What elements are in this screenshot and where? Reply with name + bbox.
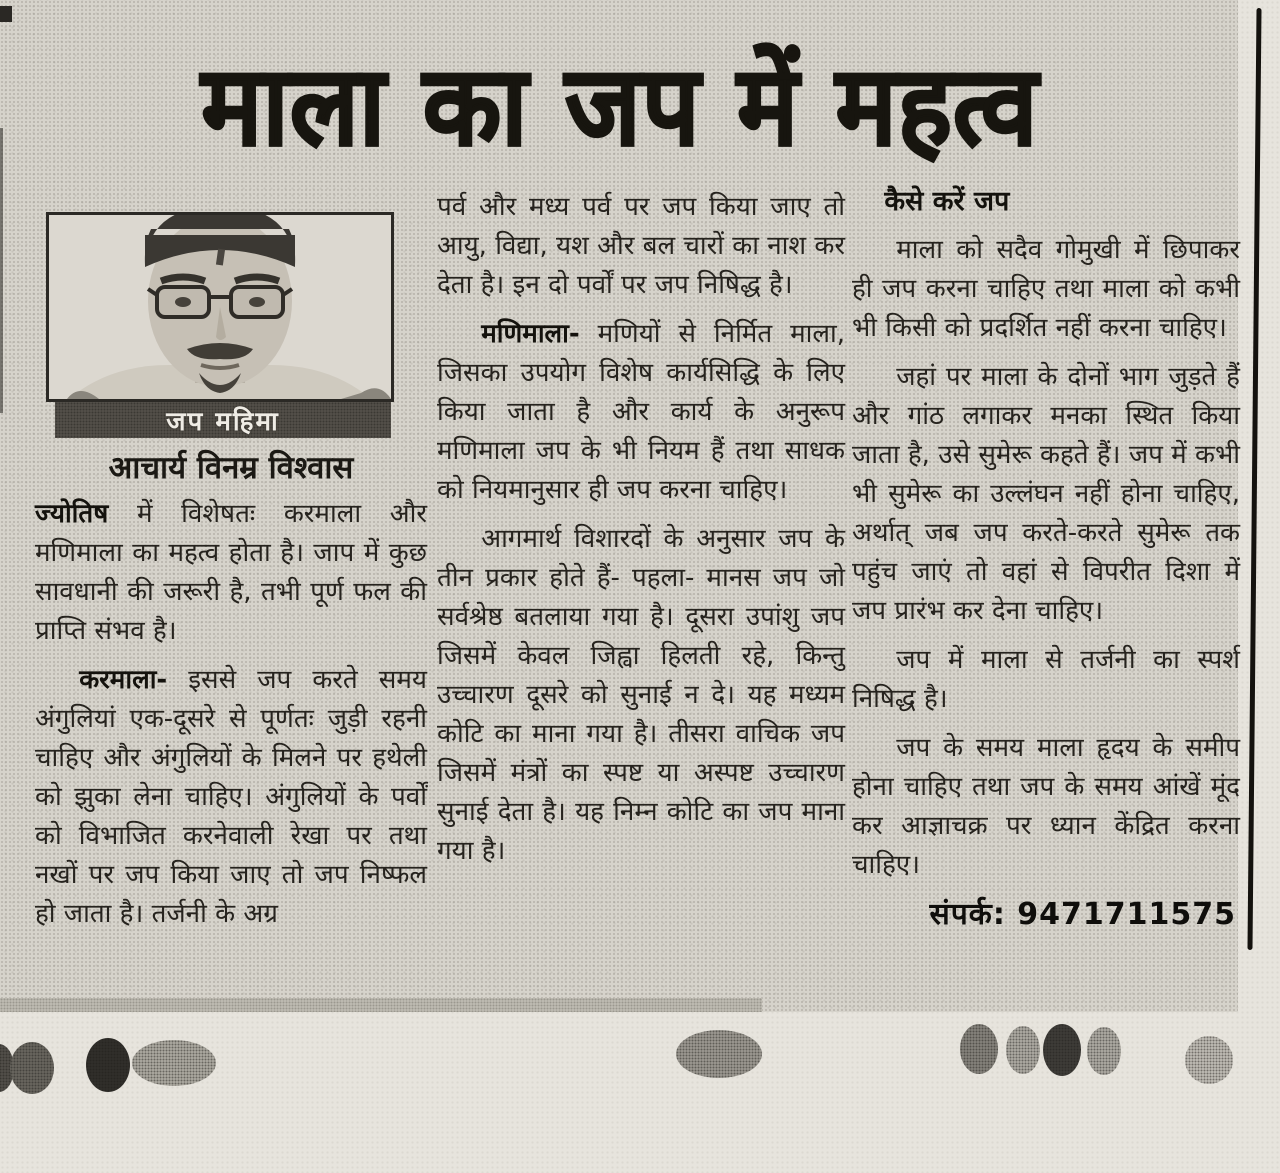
scan-corner-mark [0,6,12,22]
photo-caption-text: जप महिमा [166,407,280,437]
photo-caption-bar [55,402,391,438]
halftone-blob [86,1038,130,1092]
paragraph-karmala-text: इससे जप करते समय अंगुलियां एक-दूसरे से पूर्णतः जुड़ी रहनी चाहिए और अंगुलियों के मिलने पर हथेली को झुका लेना चाहिए। अंगुलियों के पर्वों को विभाजित करनेवाली रेखा पर तथा नखों पर जप किया जाए तो जप निष्फल हो जाता है। तर्जनी के अग्र [35,665,427,929]
paragraph-aagmarth: आगमार्थ विशारदों के अनुसार जप के तीन प्रकार होते हैं- पहला- मानस जप जो सर्वश्रेष्ठ बतलाया गया है। दूसरा उपांशु जप जिसमें केवल जिह्वा हिलती रहे, किन्तु उच्चारण दूसरे को सुनाई न दे। यह मध्यम कोटि का माना गया है। तीसरा वाचिक जप जिसमें मंत्रों का स्पष्ट या अस्पष्ट उच्चारण सुनाई देता है। यह निम्न कोटि का जप माना गया है। [437,524,845,866]
halftone-blob [10,1042,54,1094]
lead-word-karmala: करमाला- [79,665,168,695]
paragraph-parv: पर्व और मध्य पर्व पर जप किया जाए तो आयु, विद्या, यश और बल चारों का नाश कर देता है। इन दो पर्वों पर जप निषिद्ध है। [437,192,845,300]
article-headline: माला का जप में महत्व [201,42,1039,171]
paragraph-jyotish [35,495,427,651]
paragraph-sumeru: जहां पर माला के दोनों भाग जुड़ते हैं और गांठ लगाकर मनका स्थित किया जाता है, उसे सुमेरू कहते हैं। जप में कभी भी सुमेरू का उल्लंघन नहीं होना चाहिए, अर्थात् जब जप करते-करते सुमेरू तक पहुंच जाएं तो वहां से विपरीत दिशा में जप प्रारंभ कर देना चाहिए। [852,362,1240,626]
article-column-1 [35,495,427,944]
author-photo [46,212,394,402]
paragraph-tarjani: जप में माला से तर्जनी का स्पर्श निषिद्ध है। [852,645,1240,714]
clipping-bottom-edge [0,998,762,1012]
halftone-blob [1043,1024,1081,1076]
halftone-blob [1006,1026,1040,1074]
halftone-blob [1087,1027,1121,1075]
article-column-2 [437,188,845,881]
paragraph-karmala [35,661,427,934]
halftone-blob [960,1024,998,1074]
subheading-kaise-karen-jap: कैसे करें जप [884,186,1010,217]
halftone-blob [1185,1036,1233,1084]
scan-left-edge-line [0,128,3,413]
article-column-3 [852,182,1240,944]
halftone-blob [676,1030,762,1078]
paragraph-gomukhi: माला को सदैव गोमुखी में छिपाकर ही जप करना चाहिए तथा माला को कभी भी किसी को प्रदर्शित नहीं करना चाहिए। [852,235,1240,343]
paragraph-manimala [437,315,845,510]
lead-word-manimala: मणिमाला- [481,319,580,349]
paragraph-jyotish-text: में विशेषतः करमाला और मणिमाला का महत्व होता है। जाप में कुछ सावधानी की जरूरी है, तभी पूर्ण फल की प्राप्ति संभव है। [35,499,427,646]
halftone-blob [132,1040,216,1086]
contact-number: संपर्क: 9471711575 [929,897,1236,932]
author-byline: आचार्य विनम्र विश्वास [108,450,354,486]
paragraph-hriday: जप के समय माला हृदय के समीप होना चाहिए तथा जप के समय आंखें मूंद कर आज्ञाचक्र पर ध्यान केंद्रित करना चाहिए। [852,733,1240,880]
newspaper-fold-line [1247,8,1261,950]
paragraph-manimala-text: मणियों से निर्मित माला, जिसका उपयोग विशेष कार्यसिद्धि के लिए किया जाता है और कार्य के अनुरूप मणिमाला जप के भी नियम हैं तथा साधक को नियमानुसार ही जप करना चाहिए। [437,319,845,505]
lead-word-jyotish: ज्योतिष [35,499,109,529]
portrait-illustration [49,215,391,399]
